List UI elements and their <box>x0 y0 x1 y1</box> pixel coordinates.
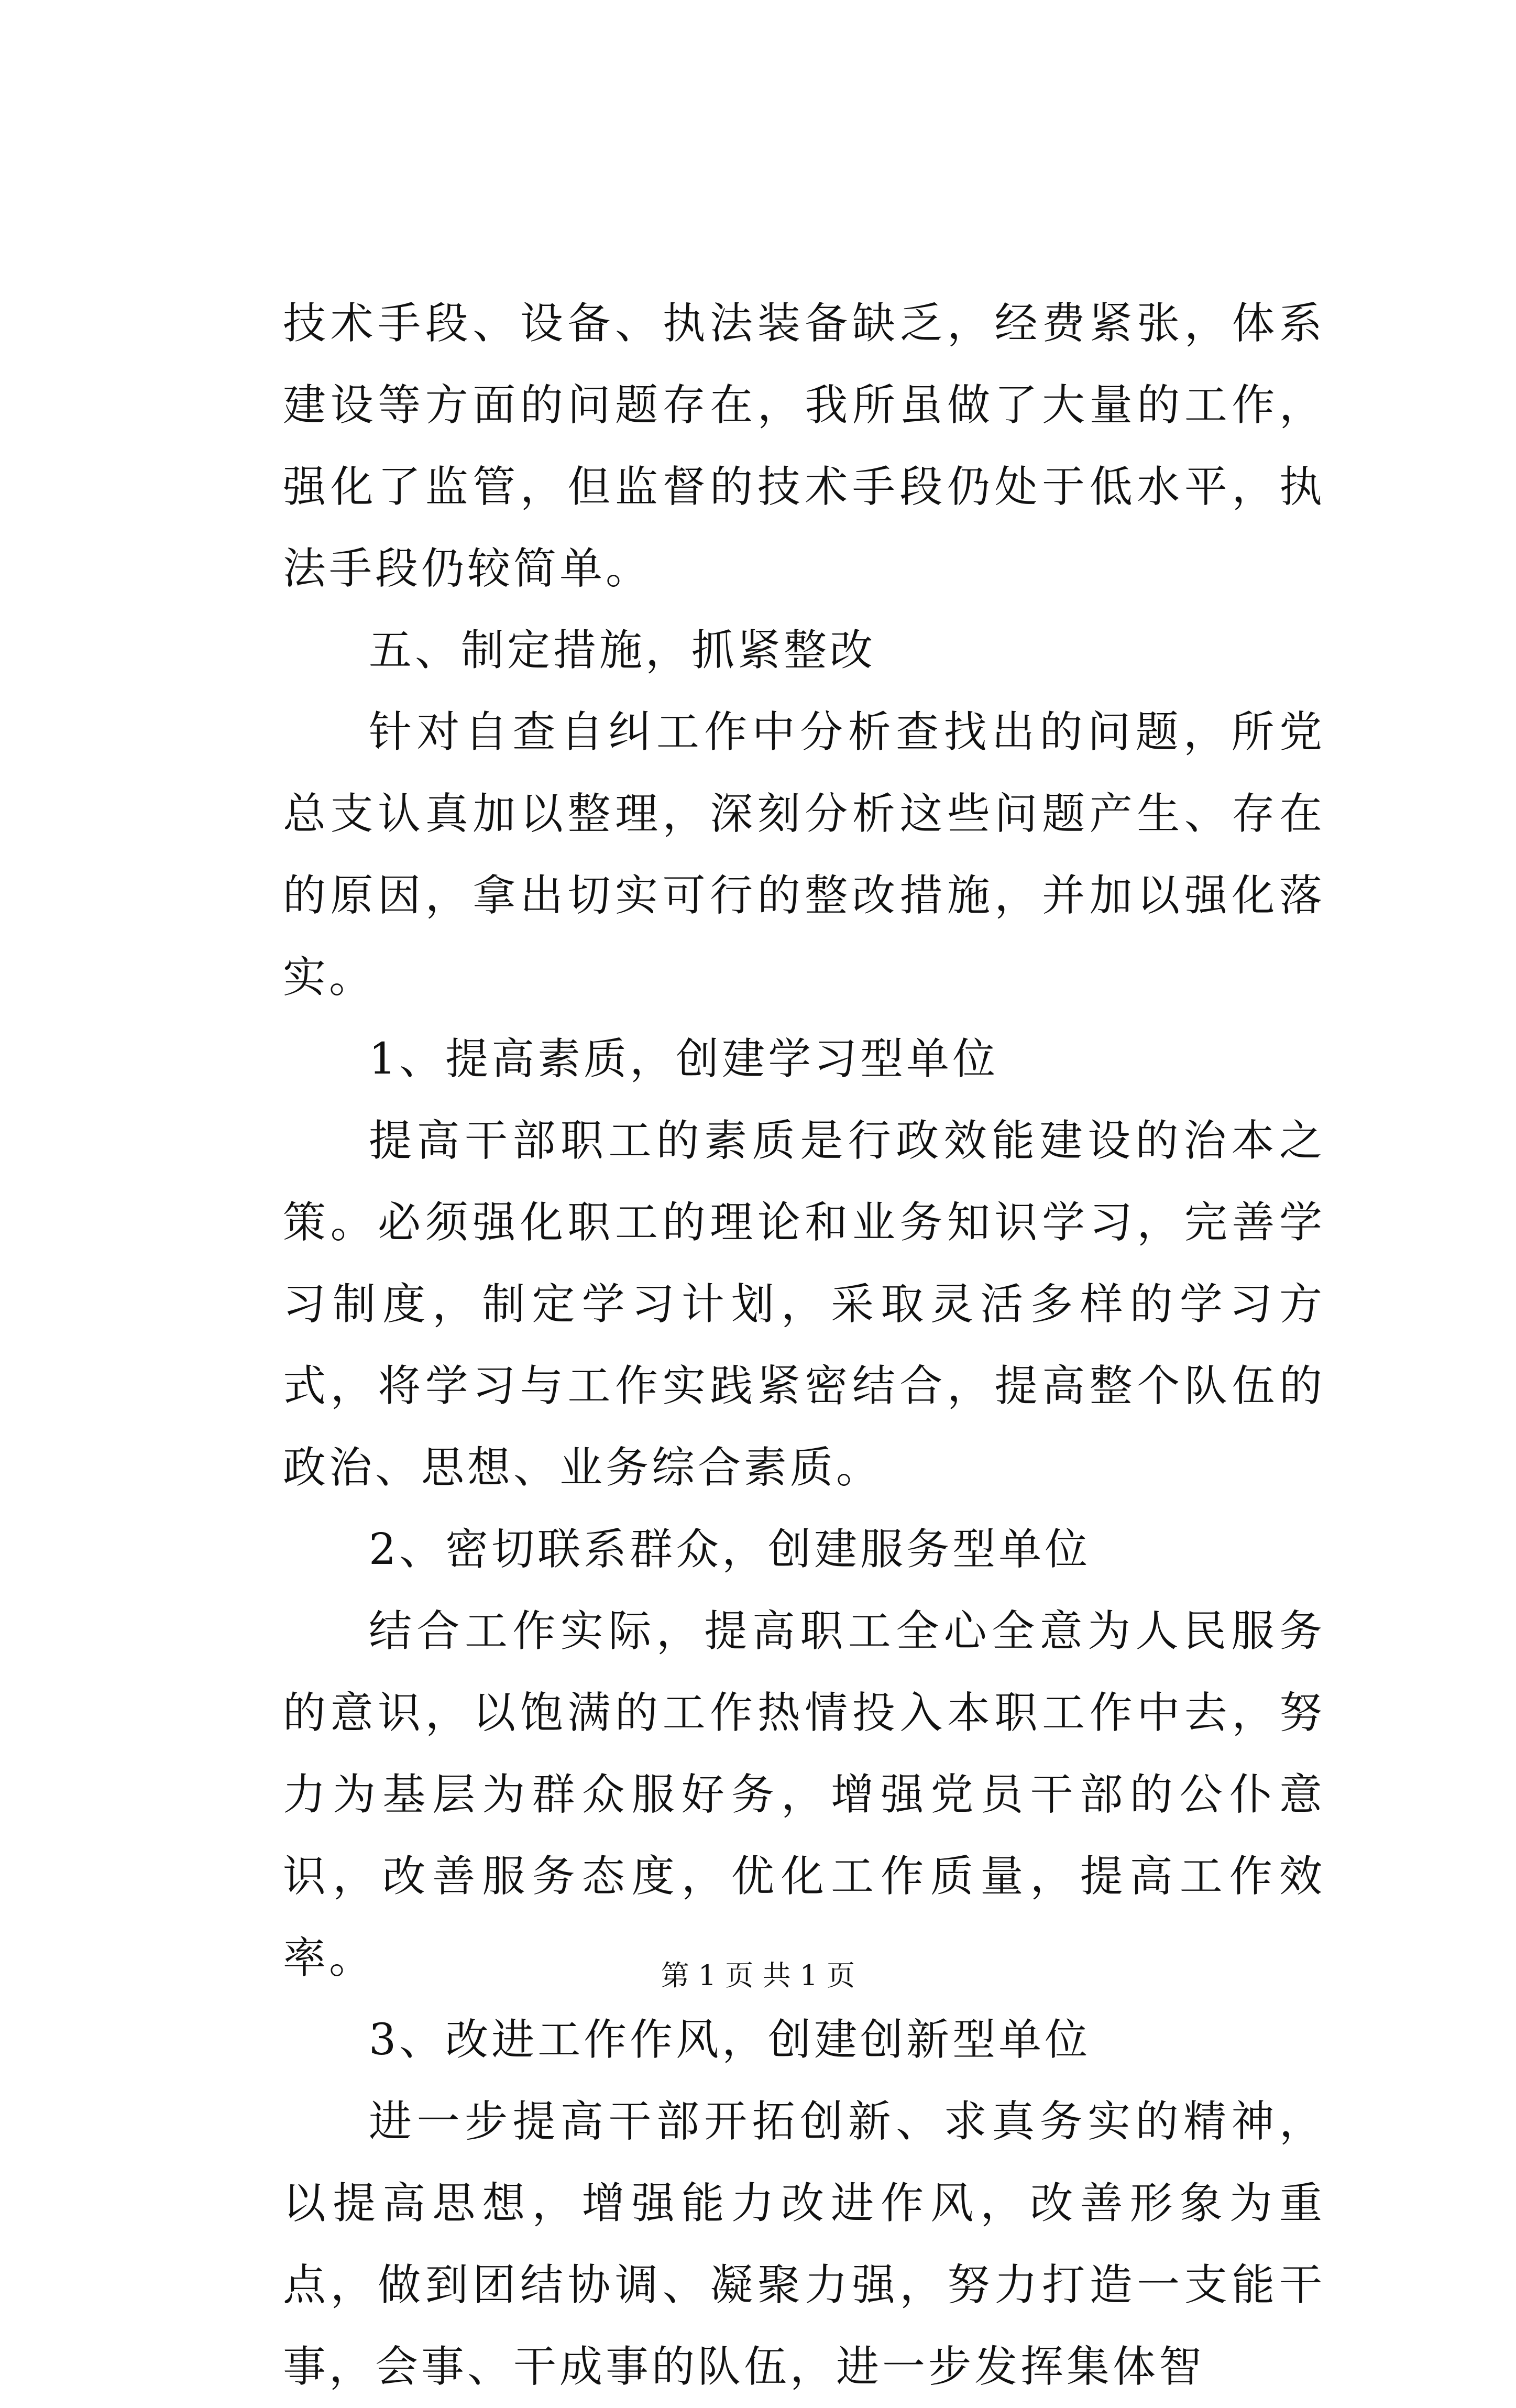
page-number-label: 第 1 页 共 1 页 <box>661 1959 855 1992</box>
paragraph: 提高干部职工的素质是行政效能建设的治本之策。必须强化职工的理论和业务知识学习，完善学习制度，制定学习计划，采取灵活多样的学习方式，将学习与工作实践紧密结合，提高整个队伍的政治、思想、业务综合素质。 <box>283 1116 1325 1493</box>
document-body <box>283 283 1325 2408</box>
paragraph: 针对自查自纠工作中分析查找出的问题，所党总支认真加以整理，深刻分析这些问题产生、存在的原因，拿出切实可行的整改措施，并加以强化落实。 <box>283 707 1325 1002</box>
subsection-heading: 3、改进工作作风，创建创新型单位 <box>369 2015 1091 2065</box>
section-heading: 五、制定措施，抓紧整改 <box>369 626 876 675</box>
paragraph: 技术手段、设备、执法装备缺乏，经费紧张，体系建设等方面的问题存在，我所虽做了大量的工作，强化了监管，但监督的技术手段仍处于低水平，执法手段仍较简单。 <box>283 299 1325 594</box>
page-footer <box>0 1953 1516 1994</box>
paragraph: 结合工作实际，提高职工全心全意为人民服务的意识，以饱满的工作热情投入本职工作中去，努力为基层为群众服好务，增强党员干部的公仆意识，改善服务态度，优化工作质量，提高工作效率。 <box>283 1606 1325 1983</box>
subsection-heading: 2、密切联系群众，创建服务型单位 <box>369 1525 1091 1574</box>
paragraph: 进一步提高干部开拓创新、求真务实的精神，以提高思想，增强能力改进作风，改善形象为重点，做到团结协调、凝聚力强，努力打造一支能干事，会事、干成事的队伍，进一步发挥集体智 <box>283 2097 1325 2392</box>
subsection-heading: 1、提高素质，创建学习型单位 <box>369 1034 999 1084</box>
